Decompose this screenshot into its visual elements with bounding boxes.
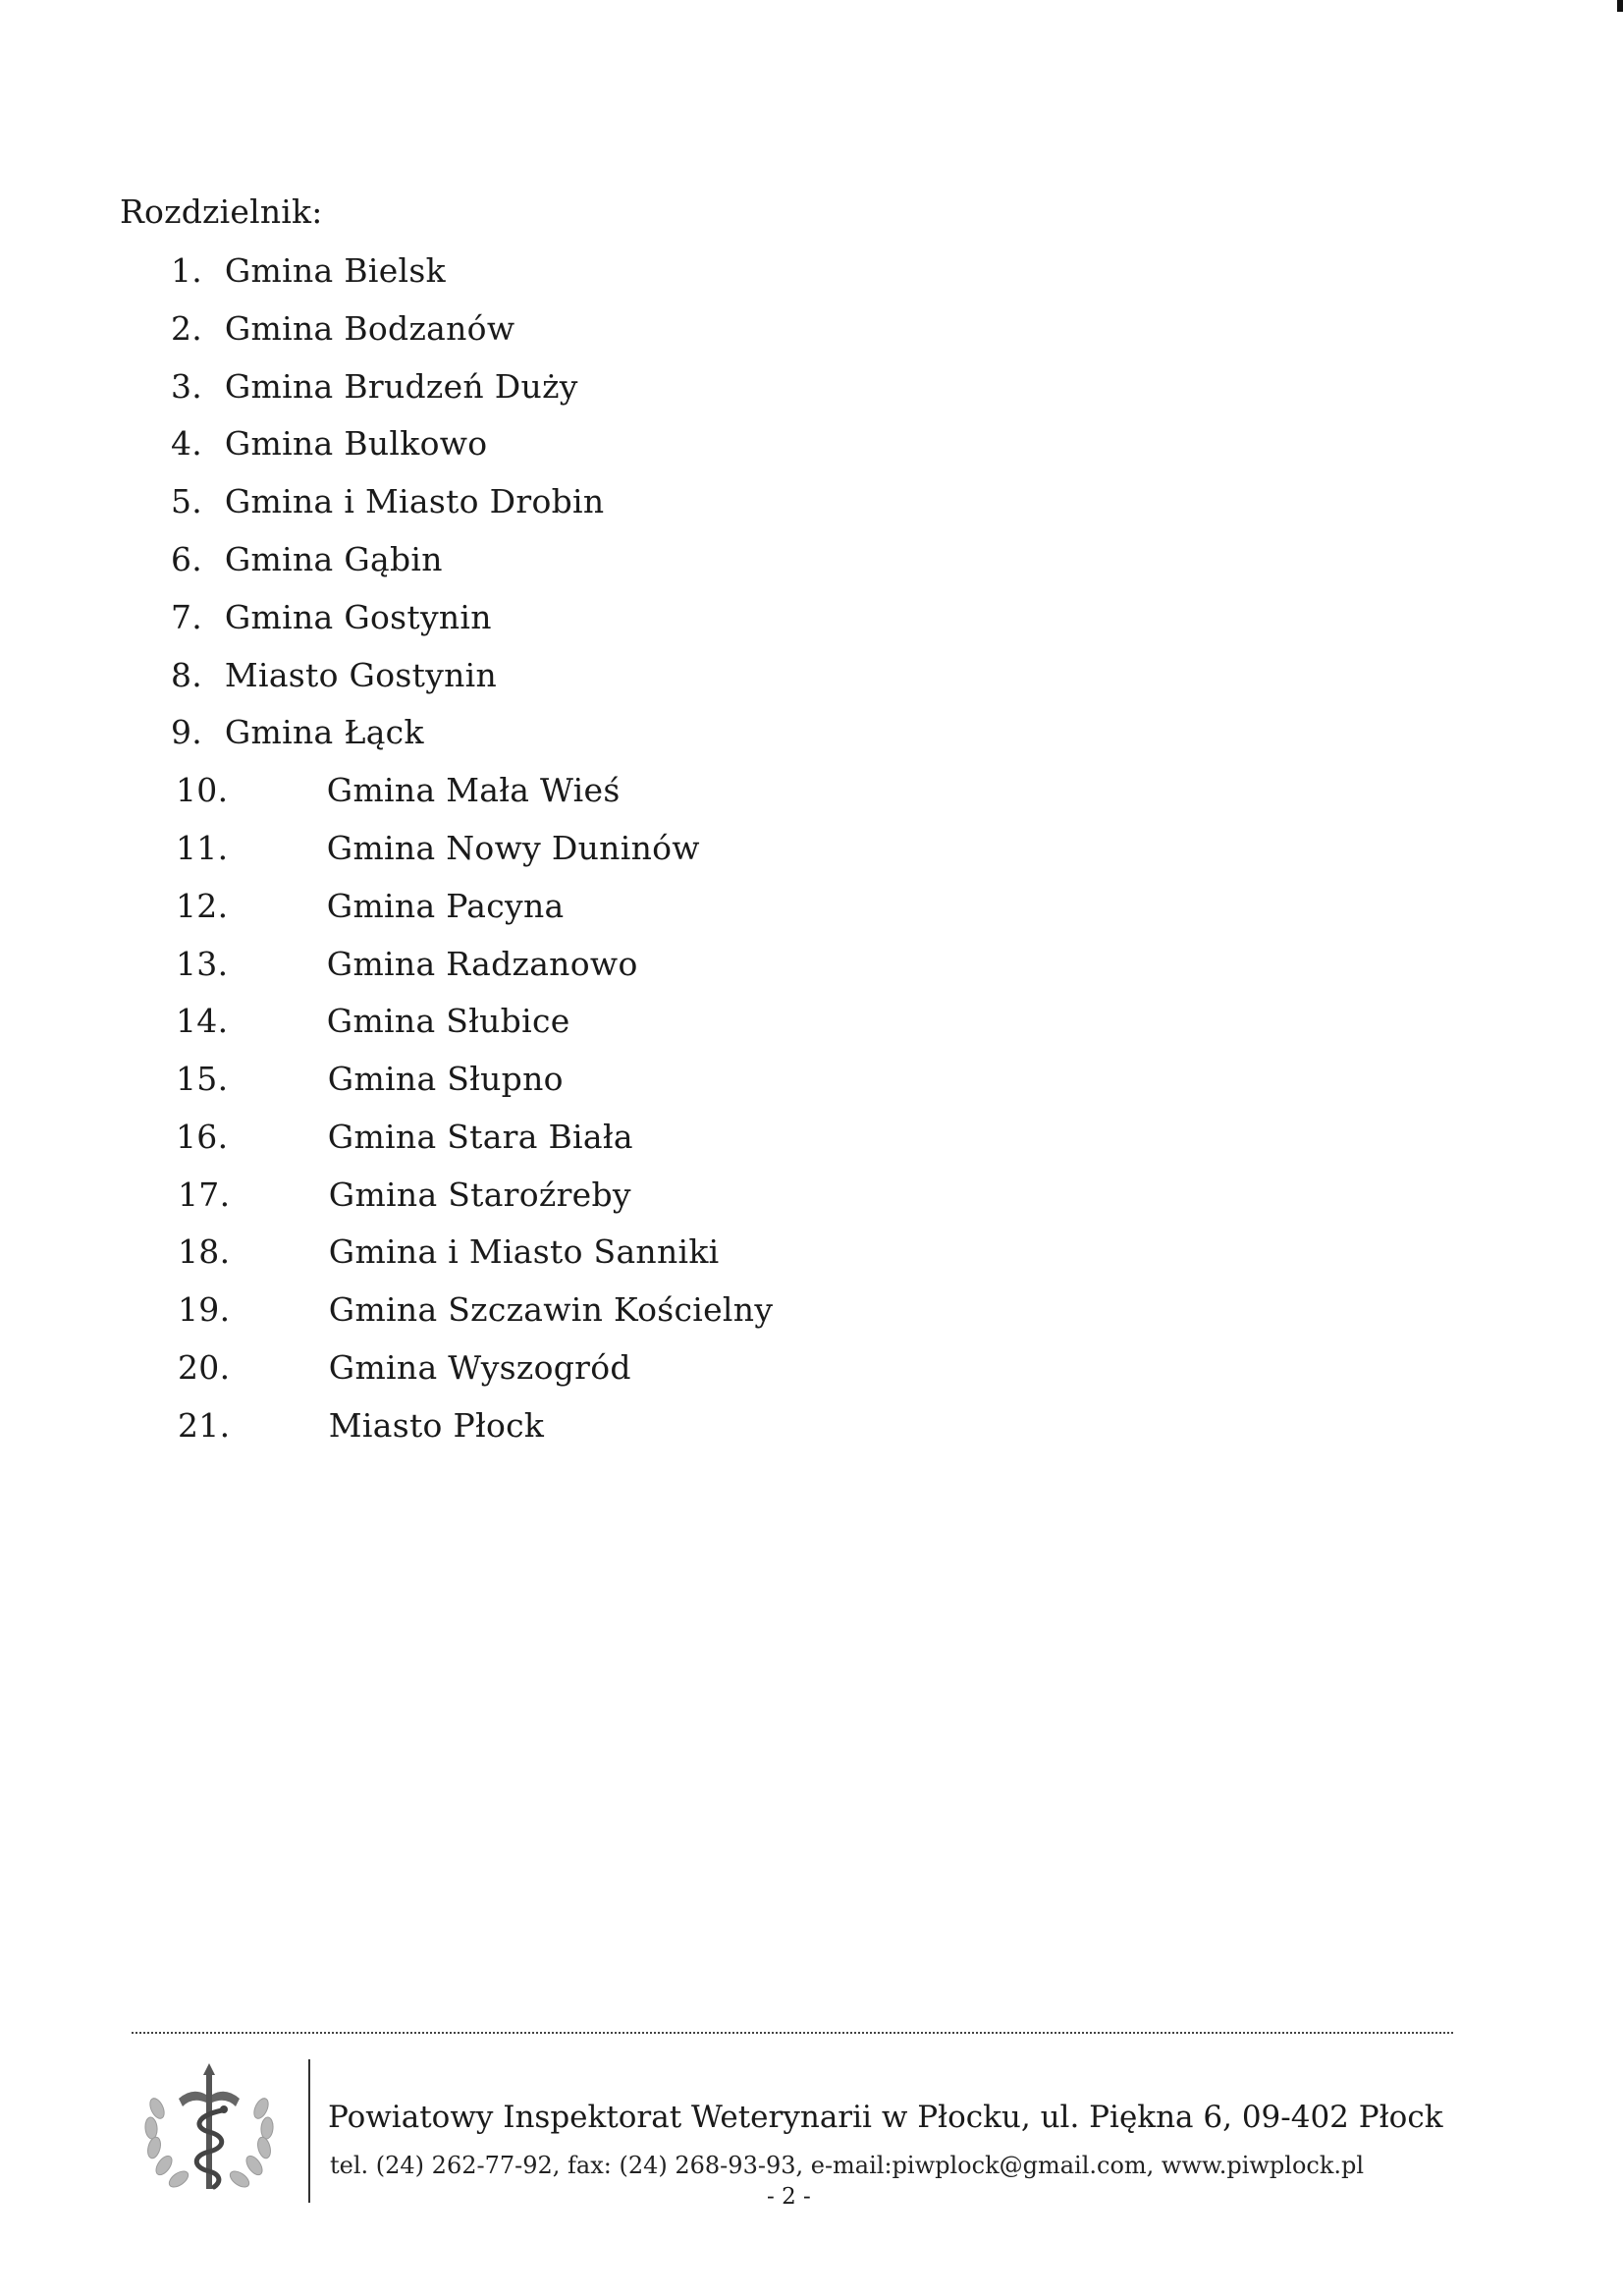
list-item-name: Miasto Gostynin <box>224 656 498 694</box>
footer-divider <box>132 2032 1453 2034</box>
list-item-number: 21. <box>178 1406 231 1445</box>
list-item-number: 20. <box>178 1348 231 1387</box>
footer-separator <box>308 2059 310 2203</box>
list-item-name: Gmina Gąbin <box>224 540 443 578</box>
list-item-name: Miasto Płock <box>328 1406 545 1445</box>
list-item-name: Gmina Wyszogród <box>328 1348 631 1387</box>
distribution-heading: Rozdzielnik: <box>120 192 323 231</box>
list-item <box>176 829 700 867</box>
list-item-name: Gmina Słubice <box>326 1002 570 1040</box>
list-item <box>178 1348 631 1387</box>
list-item-number: 7. <box>171 598 203 636</box>
page-corner-mark <box>1617 0 1623 12</box>
list-item-number: 18. <box>178 1232 231 1271</box>
list-item <box>176 771 621 809</box>
list-item <box>176 945 638 983</box>
list-item-number: 13. <box>176 945 229 983</box>
list-item <box>171 367 578 406</box>
list-item <box>171 424 487 463</box>
page-number: - 2 - <box>767 2184 811 2210</box>
list-item-name: Gmina Szczawin Kościelny <box>328 1290 774 1329</box>
list-item-name: Gmina i Miasto Sanniki <box>328 1232 720 1271</box>
list-item <box>176 1002 570 1040</box>
list-item-name: Gmina Brudzeń Duży <box>224 367 578 406</box>
list-item <box>178 1232 720 1271</box>
list-item-name: Gmina Staroźreby <box>328 1175 631 1214</box>
list-item-name: Gmina Bodzanów <box>224 309 515 348</box>
list-item-name: Gmina Łąck <box>224 713 424 751</box>
list-item-name: Gmina Radzanowo <box>326 945 638 983</box>
list-item-number: 15. <box>176 1060 229 1098</box>
list-item-number: 12. <box>176 887 229 925</box>
list-item-number: 5. <box>171 482 203 520</box>
list-item <box>171 309 514 348</box>
list-item <box>176 887 564 925</box>
list-item-number: 16. <box>176 1118 229 1156</box>
list-item-number: 10. <box>176 771 229 809</box>
list-item-number: 6. <box>171 540 203 578</box>
caduceus-emblem-icon <box>135 2059 283 2199</box>
list-item <box>178 1290 773 1329</box>
list-item-number: 3. <box>171 367 203 406</box>
list-item-number: 1. <box>171 251 203 290</box>
list-item-name: Gmina Mała Wieś <box>326 771 621 809</box>
list-item-name: Gmina Nowy Duninów <box>326 829 700 867</box>
list-item <box>171 656 497 694</box>
list-item <box>176 1118 633 1156</box>
list-item-name: Gmina i Miasto Drobin <box>224 482 605 520</box>
list-item <box>176 1060 564 1098</box>
list-item-name: Gmina Bulkowo <box>224 424 488 463</box>
list-item <box>171 540 443 578</box>
list-item-name: Gmina Bielsk <box>224 251 446 290</box>
list-item-number: 19. <box>178 1290 231 1329</box>
list-item <box>178 1406 544 1445</box>
list-item <box>171 713 424 751</box>
list-item-name: Gmina Gostynin <box>224 598 492 636</box>
footer-contact: tel. (24) 262-77-92, fax: (24) 268-93-93, e-mail:piwplock@gmail.com, www.piwplock.pl <box>330 2152 1365 2179</box>
list-item <box>178 1175 631 1214</box>
list-item-number: 9. <box>171 713 203 751</box>
list-item-number: 2. <box>171 309 203 348</box>
list-item-number: 4. <box>171 424 203 463</box>
list-item <box>171 598 492 636</box>
list-item-name: Gmina Słupno <box>327 1060 564 1098</box>
list-item-name: Gmina Pacyna <box>326 887 565 925</box>
list-item-number: 11. <box>176 829 229 867</box>
list-item-number: 14. <box>176 1002 229 1040</box>
list-item <box>171 251 446 290</box>
list-item-number: 17. <box>178 1175 231 1214</box>
list-item-name: Gmina Stara Biała <box>327 1118 633 1156</box>
list-item <box>171 482 604 520</box>
list-item-number: 8. <box>171 656 203 694</box>
footer-institution: Powiatowy Inspektorat Weterynarii w Płocku, ul. Piękna 6, 09-402 Płock <box>328 2100 1443 2135</box>
